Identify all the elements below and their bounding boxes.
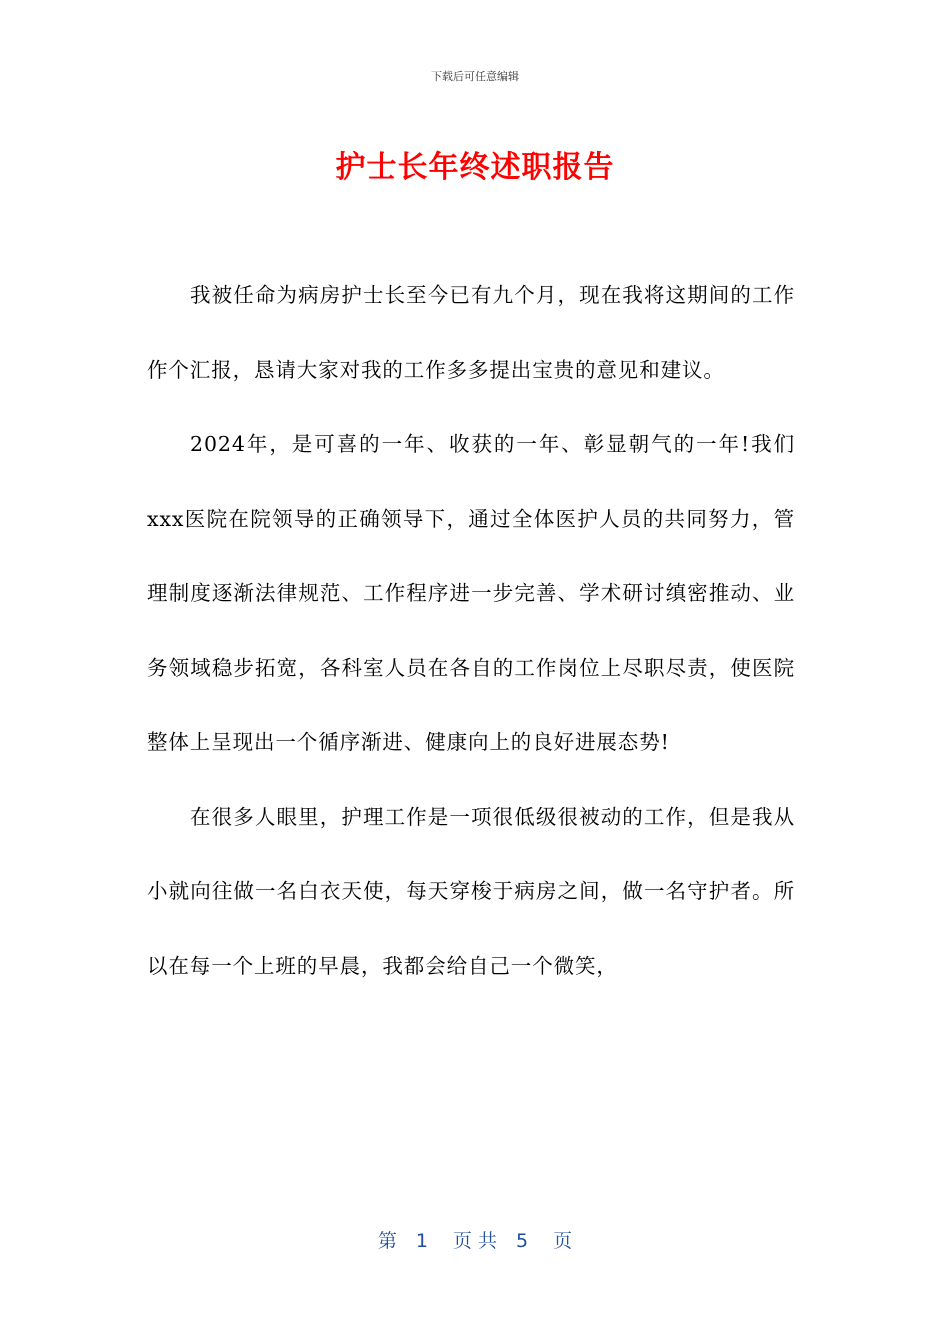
- page-footer: 第 1 页 共 5 页: [377, 1230, 573, 1252]
- header-note: 下载后可任意编辑: [431, 70, 519, 83]
- paragraph-2: 2024年，是可喜的一年、收获的一年、彰显朝气的一年!我们xxx医院在院领导的正确领导下，通过全体医护人员的共同努力，管理制度逐渐法律规范、工作程序进一步完善、学术研讨缜密推动、业务领域稳步拓宽，各科室人员在各自的工作岗位上尽职尽责，使医院整体上呈现出一个循序渐进、健康向上的良好进展态势!: [147, 432, 795, 754]
- document-title: 护士长年终述职报告: [335, 150, 615, 185]
- document-body: [147, 258, 795, 1003]
- paragraph-1: 我被任命为病房护士长至今已有九个月，现在我将这期间的工作作个汇报，恳请大家对我的工作多多提出宝贵的意见和建议。: [147, 283, 795, 382]
- paragraph-3: 在很多人眼里，护理工作是一项很低级很被动的工作，但是我从小就向往做一名白衣天使，每天穿梭于病房之间，做一名守护者。所以在每一个上班的早晨，我都会给自己一个微笑，: [147, 804, 795, 978]
